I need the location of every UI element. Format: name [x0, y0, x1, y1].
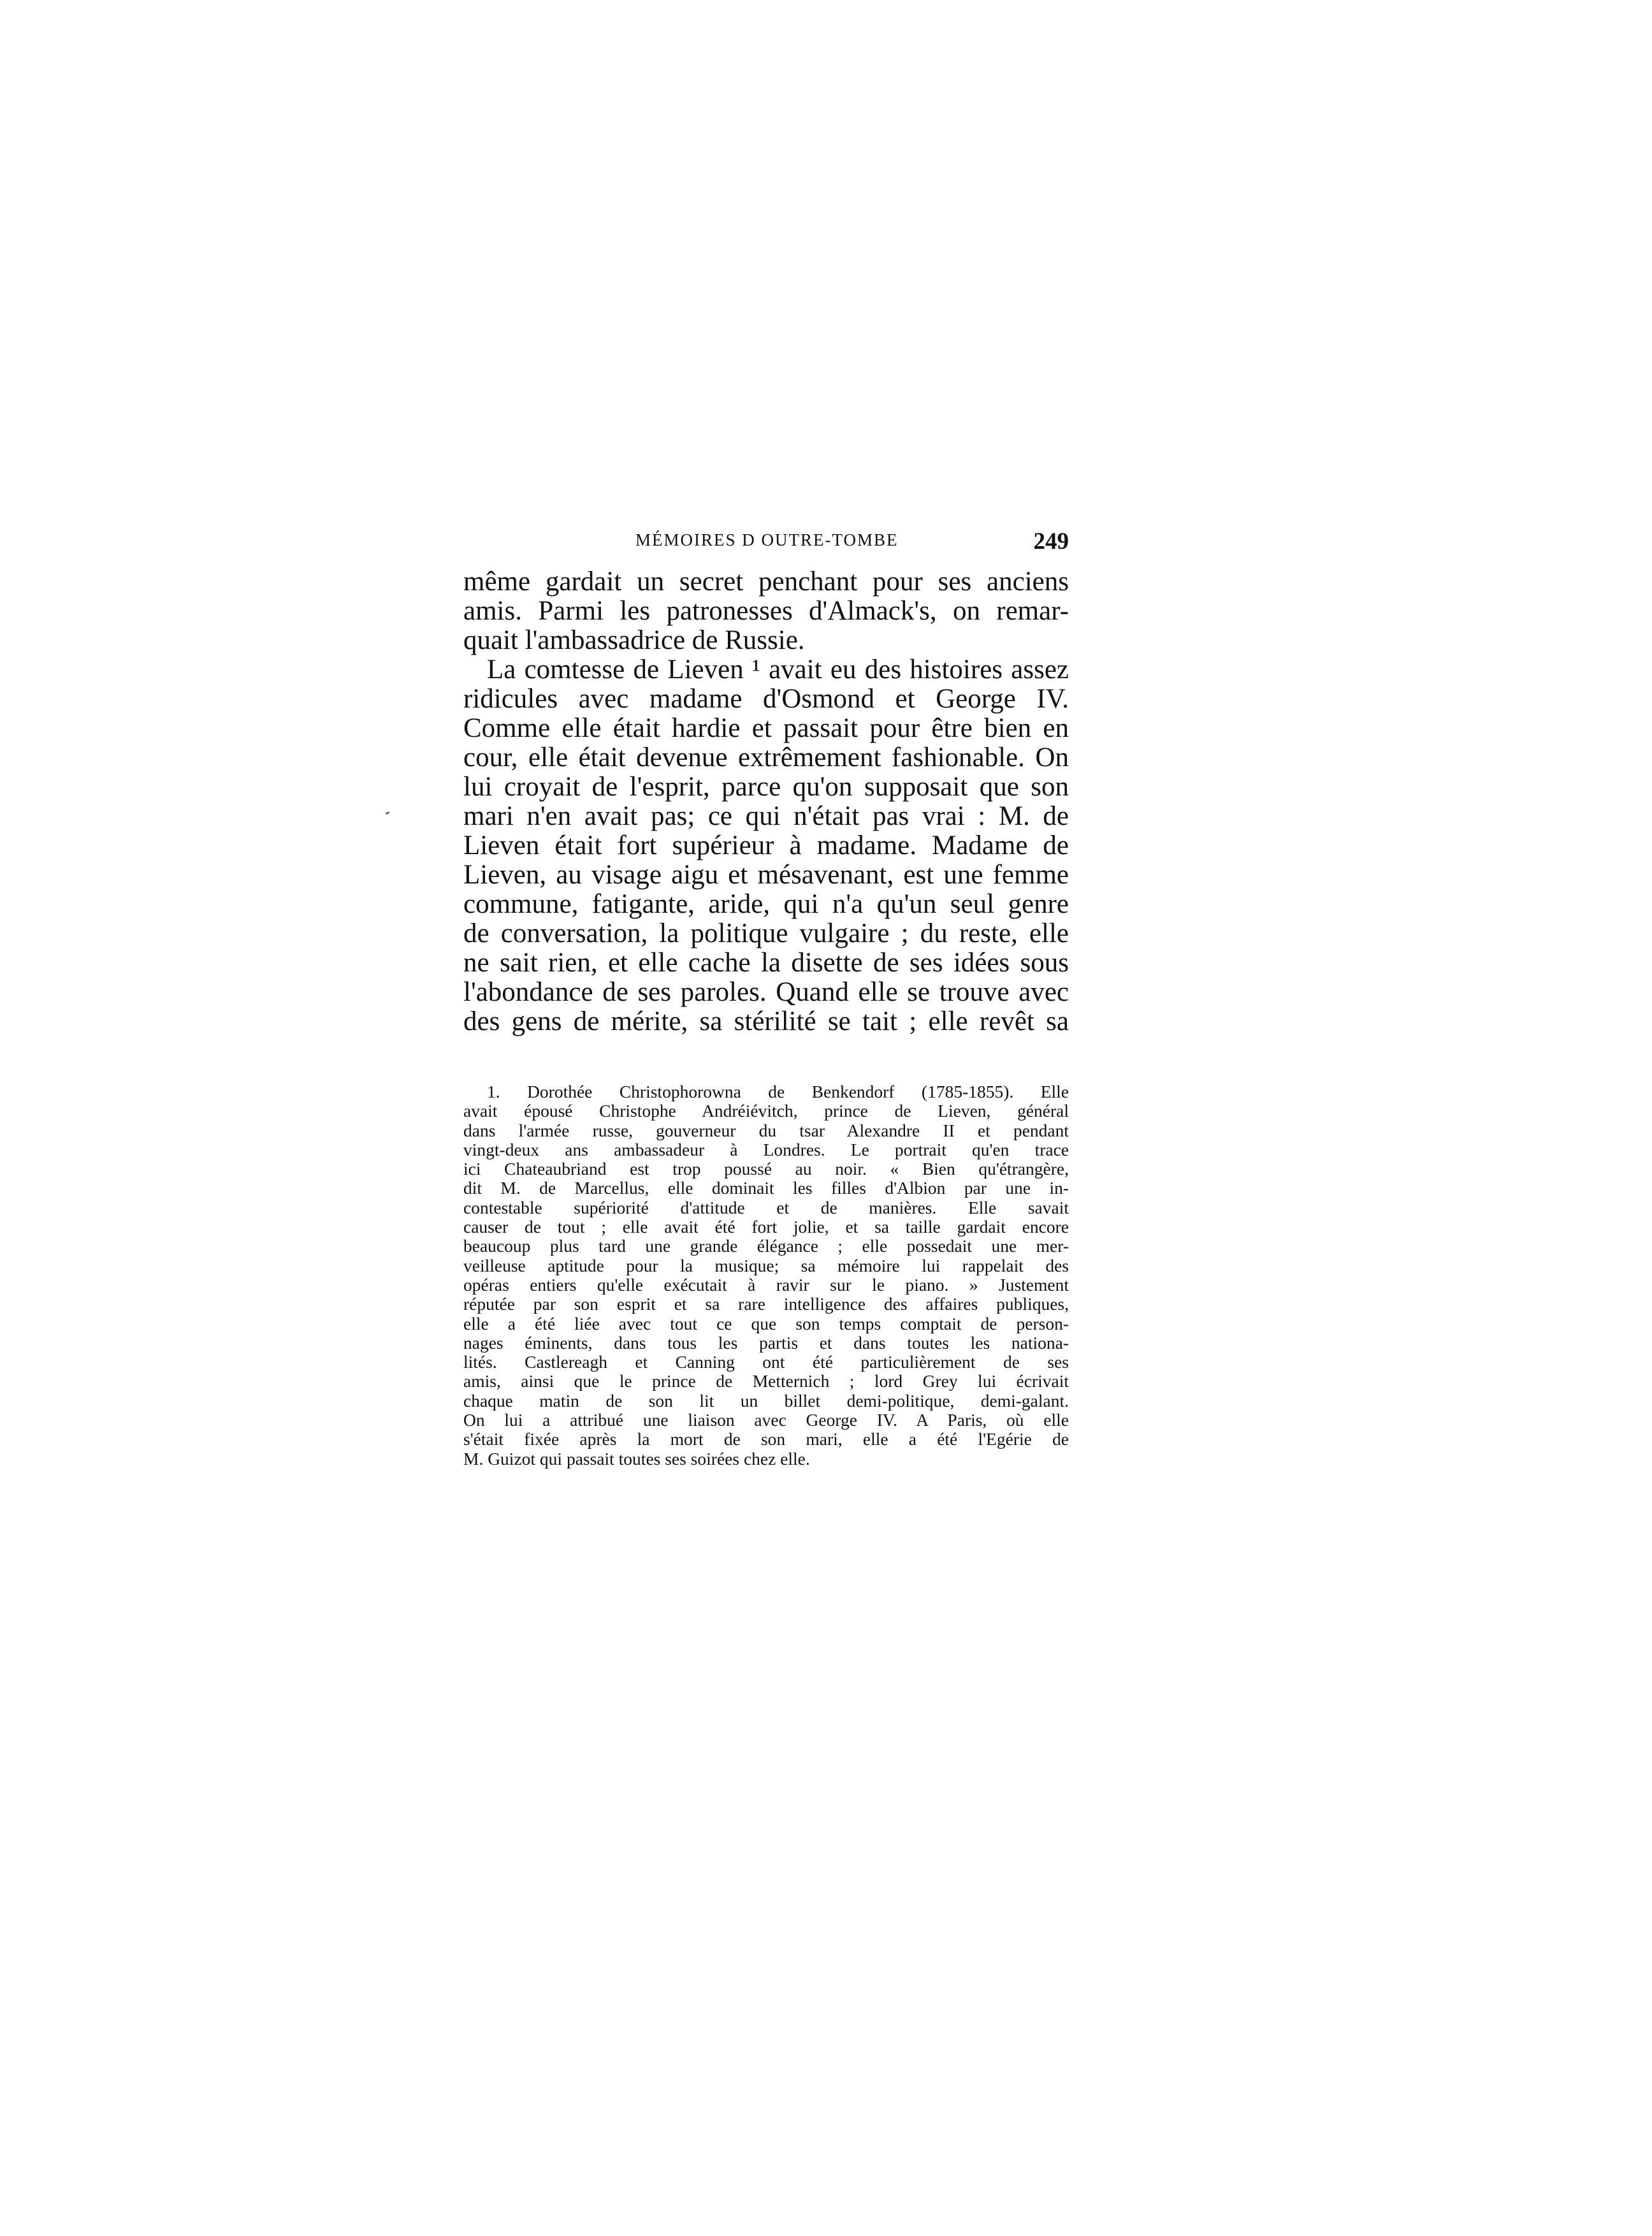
text-line: mari n'en avait pas; ce qui n'était pas vrai : M. de	[463, 801, 1069, 831]
footnote-line: veilleuse aptitude pour la musique; sa mémoire lui rappelait des	[463, 1255, 1069, 1275]
text-line: amis. Parmi les patronesses d'Almack's, on remar-	[463, 596, 1069, 626]
book-page	[463, 528, 1069, 1469]
footnote-line: causer de tout ; elle avait été fort jolie, et sa taille gardait encore	[463, 1217, 1069, 1237]
footnote-line: avait épousé Christophe Andréiévitch, prince de Lieven, général	[463, 1101, 1069, 1121]
text-line: lui croyait de l'esprit, parce qu'on supposait que son	[463, 772, 1069, 802]
footnote-line: lités. Castlereagh et Canning ont été particulièrement de ses	[463, 1352, 1069, 1372]
stray-ink-mark	[386, 811, 390, 815]
text-line: ridicules avec madame d'Osmond et George IV.	[463, 684, 1069, 714]
text-line: l'abondance de ses paroles. Quand elle se trouve avec	[463, 977, 1069, 1007]
text-line: Comme elle était hardie et passait pour être bien en	[463, 713, 1069, 743]
footnote-line: chaque matin de son lit un billet demi-politique, demi-galant.	[463, 1390, 1069, 1411]
footnote-line: vingt-deux ans ambassadeur à Londres. Le portrait qu'en trace	[463, 1139, 1069, 1159]
text-line: cour, elle était devenue extrêmement fashionable. On	[463, 743, 1069, 773]
running-title: MÉMOIRES D OUTRE-TOMBE	[635, 530, 899, 549]
footnote-line: amis, ainsi que le prince de Metternich ; lord Grey lui écrivait	[463, 1371, 1069, 1391]
footnote-line: 1. Dorothée Christophorowna de Benkendorf (1785-1855). Elle	[487, 1082, 1069, 1101]
footnote-line: s'était fixée après la mort de son mari, elle a été l'Egérie de	[463, 1429, 1069, 1449]
running-header	[463, 528, 1069, 560]
footnote-line: On lui a attribué une liaison avec George IV. A Paris, où elle	[463, 1410, 1069, 1430]
text-line: de conversation, la politique vulgaire ; du reste, elle	[463, 918, 1069, 948]
footnote-line: elle a été liée avec tout ce que son temps comptait de person-	[463, 1313, 1069, 1333]
footnote-line: M. Guizot qui passait toutes ses soirées chez elle.	[463, 1448, 810, 1469]
footnote-line: contestable supériorité d'attitude et de manières. Elle savait	[463, 1197, 1069, 1217]
footnote-line: beaucoup plus tard une grande élégance ; elle possedait une mer-	[463, 1236, 1069, 1256]
text-line: des gens de mérite, sa stérilité se tait ; elle revêt sa	[463, 1006, 1069, 1036]
footnote-line: opéras entiers qu'elle exécutait à ravir sur le piano. » Justement	[463, 1274, 1069, 1295]
text-line: commune, fatigante, aride, qui n'a qu'un seul genre	[463, 889, 1069, 919]
footnote-line: réputée par son esprit et sa rare intelligence des affaires publiques,	[463, 1294, 1069, 1314]
main-text	[463, 567, 1069, 1036]
footnote	[463, 1082, 1069, 1469]
footnote-line: ici Chateaubriand est trop poussé au noir. « Bien qu'étrangère,	[463, 1159, 1069, 1179]
text-line: même gardait un secret penchant pour ses anciens	[463, 567, 1069, 597]
text-line: quait l'ambassadrice de Russie.	[463, 625, 805, 655]
text-line: Lieven était fort supérieur à madame. Madame de	[463, 831, 1069, 860]
footnote-line: dit M. de Marcellus, elle dominait les filles d'Albion par une in-	[463, 1178, 1069, 1198]
footnote-line: nages éminents, dans tous les partis et dans toutes les nationa-	[463, 1332, 1069, 1353]
text-line: ne sait rien, et elle cache la disette de ses idées sous	[463, 948, 1069, 978]
text-line: La comtesse de Lieven ¹ avait eu des histoires assez	[487, 655, 1069, 685]
footnote-line: dans l'armée russe, gouverneur du tsar Alexandre II et pendant	[463, 1120, 1069, 1140]
text-line: Lieven, au visage aigu et mésavenant, est une femme	[463, 860, 1069, 890]
page-number: 249	[1033, 528, 1069, 555]
